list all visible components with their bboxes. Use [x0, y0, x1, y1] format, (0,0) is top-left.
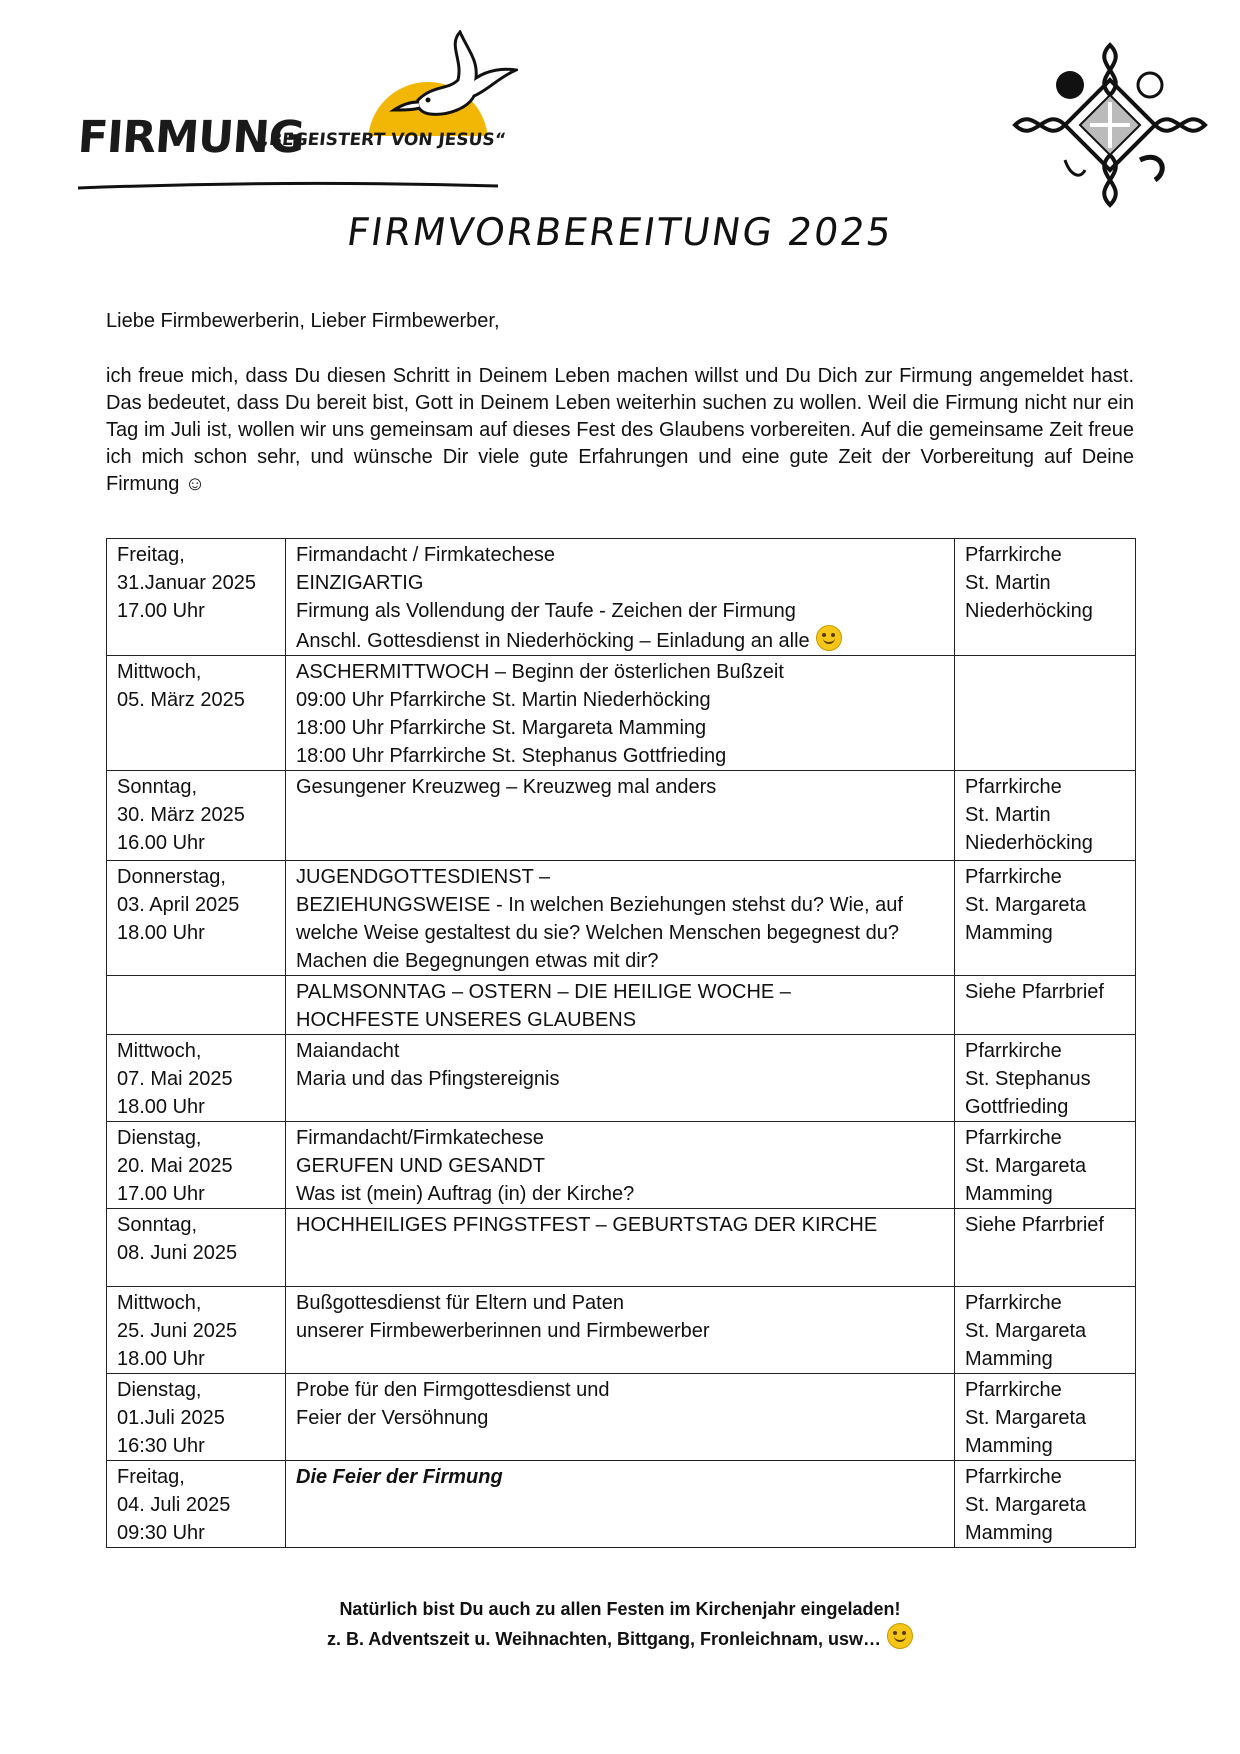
page-title: FIRMVORBEREITUNG 2025	[344, 210, 896, 254]
cell-line: welche Weise gestaltest du sie? Welchen Menschen begegnest du?	[296, 922, 899, 944]
cell-line: Machen die Begegnungen etwas mit dir?	[296, 950, 659, 972]
schedule-date-cell	[107, 1461, 286, 1548]
cell-line: 18:00 Uhr Pfarrkirche St. Stephanus Gottfrieding	[296, 745, 727, 767]
schedule-date-cell	[107, 861, 286, 976]
smiley-icon	[816, 625, 842, 651]
firmung-logo	[78, 30, 508, 170]
brand-wordmark: FIRMUNG	[76, 112, 306, 163]
schedule-date-cell	[107, 1122, 286, 1209]
schedule-row	[107, 1209, 1136, 1287]
cell-line: Mamming	[965, 1435, 1053, 1457]
cell-line: 30. März 2025	[117, 804, 245, 826]
schedule-row	[107, 771, 1136, 861]
schedule-date-cell	[107, 656, 286, 771]
cell-line: Mamming	[965, 922, 1053, 944]
cell-line: Firmung als Vollendung der Taufe - Zeichen der Firmung	[296, 600, 796, 622]
intro-paragraph: ich freue mich, dass Du diesen Schritt in Deinem Leben machen willst und Du Dich zur Firmung angemeldet hast. Das bedeutet, dass Du bereit bist, Gott in Deinem Leben weiterhin suchen zu wollen. Weil die Firmung nicht nur ein Tag im Juli ist, wollen wir uns gemeinsam auf dieses Fest des Glaubens vorbereiten. Auf die gemeinsame Zeit freue ich mich schon sehr, und wünsche Dir viele gute Erfahrungen und eine gute Zeit der Vorbereitung auf Deine Firmung ☺	[106, 365, 1134, 495]
cell-line: 31.Januar 2025	[117, 572, 257, 594]
cell-line: St. Stephanus	[965, 1068, 1091, 1090]
cell-line: Maiandacht	[296, 1040, 400, 1062]
schedule-row	[107, 1287, 1136, 1374]
dove-icon	[378, 30, 518, 140]
cell-line: Was ist (mein) Auftrag (in) der Kirche?	[296, 1183, 635, 1205]
schedule-place-cell	[955, 1122, 1136, 1209]
schedule-row	[107, 1461, 1136, 1548]
cell-line: Pfarrkirche	[965, 1466, 1062, 1488]
cell-line: Mamming	[965, 1522, 1053, 1544]
schedule-date-cell	[107, 1209, 286, 1287]
cell-line: Gesungener Kreuzweg – Kreuzweg mal anders	[296, 776, 717, 798]
cell-line: Pfarrkirche	[965, 544, 1062, 566]
cell-line: Firmandacht / Firmkatechese	[296, 544, 555, 566]
cell-line: 09:00 Uhr Pfarrkirche St. Martin Niederhöcking	[296, 689, 711, 711]
cell-line: 16.00 Uhr	[117, 832, 205, 854]
smiley-icon	[887, 1623, 913, 1649]
cell-line: Niederhöcking	[965, 600, 1093, 622]
schedule-place-cell	[955, 1287, 1136, 1374]
cell-line: Sonntag,	[117, 1214, 198, 1236]
greeting: Liebe Firmbewerberin, Lieber Firmbewerber,	[106, 310, 500, 332]
schedule-place-cell	[955, 771, 1136, 861]
schedule-place-cell	[955, 861, 1136, 976]
cell-line: Pfarrkirche	[965, 1040, 1062, 1062]
cell-line: Probe für den Firmgottesdienst und	[296, 1379, 610, 1401]
cell-line: 17.00 Uhr	[117, 1183, 205, 1205]
cell-line: Pfarrkirche	[965, 866, 1062, 888]
cell-line: PALMSONNTAG – OSTERN – DIE HEILIGE WOCHE –	[296, 981, 791, 1003]
schedule-event-cell	[286, 1461, 955, 1548]
footer-note	[0, 1595, 1240, 1653]
cell-line: 18.00 Uhr	[117, 1348, 205, 1370]
cell-line: Mamming	[965, 1348, 1053, 1370]
cell-line: Siehe Pfarrbrief	[965, 981, 1104, 1003]
cell-line: 16:30 Uhr	[117, 1435, 205, 1457]
cell-line: unserer Firmbewerberinnen und Firmbewerber	[296, 1320, 710, 1342]
cell-line: St. Margareta	[965, 1494, 1087, 1516]
schedule-date-cell	[107, 1287, 286, 1374]
schedule-place-cell	[955, 539, 1136, 656]
footer-line-2: z. B. Adventszeit u. Weihnachten, Bittgang, Fronleichnam, usw…	[326, 1629, 882, 1649]
cell-line: BEZIEHUNGSWEISE - In welchen Beziehungen stehst du? Wie, auf	[296, 894, 903, 916]
cell-line: Mamming	[965, 1183, 1053, 1205]
cell-line: ASCHERMITTWOCH – Beginn der österlichen Bußzeit	[296, 661, 784, 683]
cell-line: Donnerstag,	[117, 866, 226, 888]
schedule-row	[107, 1035, 1136, 1122]
footer-line-1: Natürlich bist Du auch zu allen Festen im Kirchenjahr eingeladen!	[339, 1599, 901, 1619]
cell-line: St. Margareta	[965, 1407, 1087, 1429]
cell-line: Firmandacht/Firmkatechese	[296, 1127, 544, 1149]
cell-line: St. Martin	[965, 572, 1051, 594]
schedule-place-cell	[955, 1035, 1136, 1122]
cell-line: Dienstag,	[117, 1127, 202, 1149]
schedule-row	[107, 1122, 1136, 1209]
cell-line: Sonntag,	[117, 776, 198, 798]
cell-line: 05. März 2025	[117, 689, 245, 711]
cell-line: Pfarrkirche	[965, 776, 1062, 798]
cell-line: 25. Juni 2025	[117, 1320, 238, 1342]
cell-line: Pfarrkirche	[965, 1379, 1062, 1401]
schedule-event-cell	[286, 976, 955, 1035]
schedule-date-cell	[107, 976, 286, 1035]
schedule-event-cell	[286, 1374, 955, 1461]
schedule-event-cell	[286, 1287, 955, 1374]
cell-line: HOCHFESTE UNSERES GLAUBENS	[296, 1009, 637, 1031]
schedule-place-cell	[955, 1209, 1136, 1287]
cell-line: Pfarrkirche	[965, 1127, 1062, 1149]
intro-letter	[106, 308, 1134, 498]
underline-swoosh	[78, 180, 498, 192]
schedule-row	[107, 976, 1136, 1035]
cell-line: Mittwoch,	[117, 1040, 202, 1062]
cell-line: Bußgottesdienst für Eltern und Paten	[296, 1292, 624, 1314]
schedule-place-cell	[955, 976, 1136, 1035]
parish-emblem-icon	[1010, 40, 1210, 210]
brand-tagline: „BEGEISTERT VON JESUS“	[256, 130, 507, 150]
schedule-event-cell	[286, 656, 955, 771]
cell-line: St. Margareta	[965, 1320, 1087, 1342]
cell-line: Niederhöcking	[965, 832, 1093, 854]
cell-line: Pfarrkirche	[965, 1292, 1062, 1314]
cell-line: EINZIGARTIG	[296, 572, 424, 594]
cell-line: Maria und das Pfingstereignis	[296, 1068, 560, 1090]
cell-line: JUGENDGOTTESDIENST –	[296, 866, 551, 888]
schedule-event-cell	[286, 1035, 955, 1122]
schedule-date-cell	[107, 771, 286, 861]
cell-line: Freitag,	[117, 544, 185, 566]
schedule-place-cell	[955, 1461, 1136, 1548]
cell-line: 18:00 Uhr Pfarrkirche St. Margareta Mamming	[296, 717, 707, 739]
schedule-place-cell	[955, 656, 1136, 771]
cell-line: Gottfrieding	[965, 1096, 1069, 1118]
schedule-place-cell	[955, 1374, 1136, 1461]
schedule-event-cell	[286, 861, 955, 976]
cell-line: Freitag,	[117, 1466, 185, 1488]
schedule-event-cell	[286, 771, 955, 861]
schedule-date-cell	[107, 1035, 286, 1122]
schedule-table	[106, 538, 1136, 1548]
cell-line: 18.00 Uhr	[117, 922, 205, 944]
cell-line: 04. Juli 2025	[117, 1494, 231, 1516]
schedule-row	[107, 861, 1136, 976]
cell-line: Siehe Pfarrbrief	[965, 1214, 1104, 1236]
cell-line: 01.Juli 2025	[117, 1407, 225, 1429]
cell-line: HOCHHEILIGES PFINGSTFEST – GEBURTSTAG DER KIRCHE	[296, 1214, 878, 1236]
schedule-event-cell	[286, 1122, 955, 1209]
cell-line: GERUFEN UND GESANDT	[296, 1155, 545, 1177]
schedule-event-cell	[286, 539, 955, 656]
schedule-event-cell	[286, 1209, 955, 1287]
cell-line: St. Martin	[965, 804, 1051, 826]
cell-line: Feier der Versöhnung	[296, 1407, 489, 1429]
schedule-row	[107, 656, 1136, 771]
cell-line: Die Feier der Firmung	[296, 1466, 503, 1488]
cell-line: Dienstag,	[117, 1379, 202, 1401]
cell-line: Anschl. Gottesdienst in Niederhöcking – Einladung an alle	[296, 625, 944, 655]
cell-line: Mittwoch,	[117, 661, 202, 683]
cell-line: St. Margareta	[965, 1155, 1087, 1177]
schedule-date-cell	[107, 1374, 286, 1461]
cell-line: 08. Juni 2025	[117, 1242, 238, 1264]
cell-line: 17.00 Uhr	[117, 600, 205, 622]
schedule-date-cell	[107, 539, 286, 656]
cell-line: St. Margareta	[965, 894, 1087, 916]
cell-line: Mittwoch,	[117, 1292, 202, 1314]
cell-line: 07. Mai 2025	[117, 1068, 233, 1090]
schedule-row	[107, 1374, 1136, 1461]
cell-line: 03. April 2025	[117, 894, 240, 916]
cell-line: 09:30 Uhr	[117, 1522, 205, 1544]
cell-line: 18.00 Uhr	[117, 1096, 205, 1118]
schedule-row	[107, 539, 1136, 656]
cell-line: 20. Mai 2025	[117, 1155, 233, 1177]
